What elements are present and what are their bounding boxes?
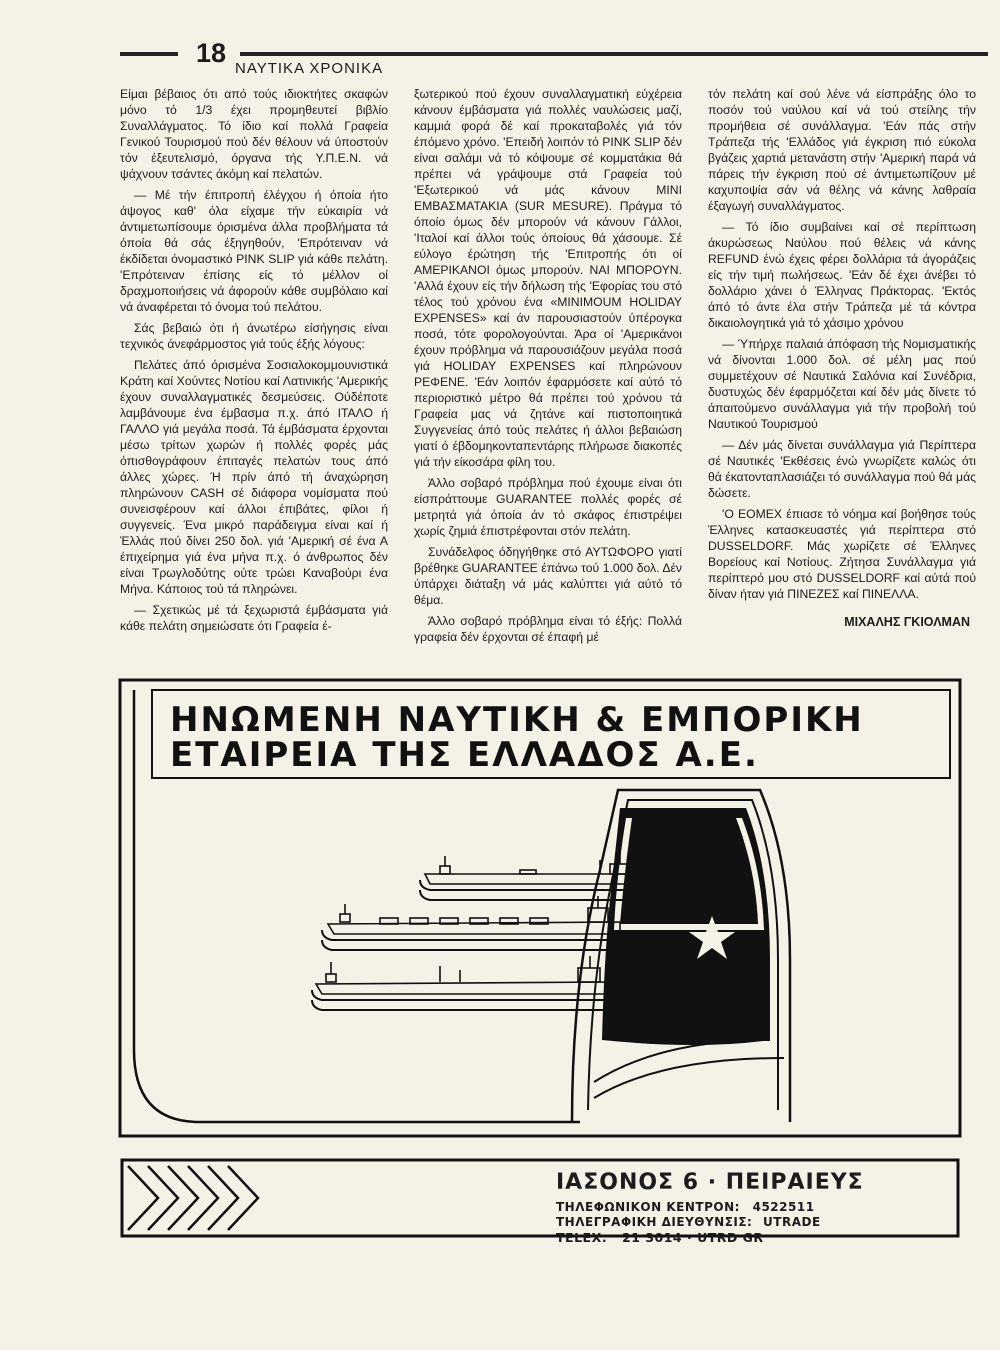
ad-telegraph-label: ΤΗΛΕΓΡΑΦΙΚΗ ΔΙΕΥΘΥΝΣΙΣ: <box>556 1215 753 1229</box>
paragraph: Σάς βεβαιώ ότι ή άνωτέρω είσήγησις είναι τεχνικός άνεφάρμοστος γιά τούς έξής λόγους: <box>120 321 388 351</box>
ad-phone-line <box>556 1200 815 1214</box>
ad-telegraph-value: UTRADE <box>763 1215 821 1229</box>
funnel-top <box>620 818 758 924</box>
ad-telex-line <box>556 1230 763 1245</box>
paragraph: Συνάδελφος όδηγήθηκε στό ΑΥΤΩΦΟΡΟ γιατί βρέθηκε GUARANTEE έπάνω τού 1.000 δολ. Δέν ύπάρχει διάταξη νά μάς καλύπτει γιά αύτό τό θέμα. <box>414 545 682 607</box>
publication-title: ΝΑΥΤΙΚΑ ΧΡΟΝΙΚΑ <box>235 60 384 77</box>
tanker-ship-icon <box>425 850 640 884</box>
ad-company-name-line1: ΗΝΩΜΕΝΗ ΝΑΥΤΙΚΗ & ΕΜΠΟΡΙΚΗ <box>170 700 864 740</box>
author-signature: ΜΙΧΑΛΗΣ ΓΚΙΟΛΜΑΝ <box>844 615 970 629</box>
ad-phone-value: 4522511 <box>752 1200 815 1214</box>
paragraph: τόν πελάτη καί σού λένε νά είσπράξης όλο το ποσόν τού ναύλου καί νά τού στείλης τήν προμήθεια σέ συνάλλαγμα. 'Εάν πάς στήν Τράπεζα τής 'Ελλάδος γιά έγκριση πιό εύκολα βγάζεις χαρτιά μετανάστη στήν 'Αμερική παρά νά πάρεις τήν έγκριση πού σέ άντιμετωπίζουν μέ καχυποψία σάν νά θέλης νά κάνης λαθραία έξαγωγή συναλλάγματος. <box>708 87 976 213</box>
paragraph: — Δέν μάς δίνεται συνάλλαγμα γιά Περίπτερα σέ Ναυτικές 'Εκθέσεις ένώ γνωρίζετε καλώς ότι θά έκατονταπλασιάζει τό συνάλλαγμα πού θά μάς δώσετε. <box>708 438 976 500</box>
ship-lanes <box>312 880 640 1010</box>
ad-address: ΙΑΣΟΝΟΣ 6 · ΠΕΙΡΑΙΕΥΣ <box>556 1170 864 1195</box>
paragraph: ξωτερικού πού έχουν συναλλαγματική εύχέρεια κάνουν έμβάσματα γιά πολλές ναυλώσεις μαζί, καμμιά φορά δέ καί προκαταβολές γιά τόν έπόμενο χρόνο. 'Επειδή λοιπόν τό PINK SLIP δέν είναι σαλάμι νά τό κόψουμε σέ κομματάκια θά πρέπει νά γράψουμε στά Γραφεία τού 'Εξωτερικού νά μάς κάνουν ΜΙΝΙ ΕΜΒΑΣΜΑΤΑΚΙΑ (SUR MESURE). Πράγμα τό όποίο όμως δέν μπορούν νά κάνουν Γάλλοι, 'Ιταλοί καί άλλοι τούς όποίους θά χάσουμε. Σέ εύλογο έρώτηση τής 'Επιτροπής ότι οί ΑΜΕΡΙΚΑΝΟΙ όμως μπορούν. ΝΑΙ ΜΠΟΡΟΥΝ. 'Αλλά έχουν είς τήν δήλωση τής 'Εφορίας του στό τέλος τού χρόνου ένα «MINIMOUM HOLIDAY EXPENSES» καί άν παρουσιαστούν ύπέρογκα ποσά, τότε φορολογούνται. Άρα οί 'Αμερικάνοι έχουν πρόβλημα νά παρουσιάζουν μεγάλα ποσά γιά HOLIDAY EXPENSES καί πληρώνουν ΡΕΦΕΝΕ. 'Εάν λοιπόν έφαρμόσετε καί αύτό τό περιοριστικό μέτρο θά πρέπει τού χρόνου τά Γραφεία μας νά ζητάνε καί πιστοποιητικά Συγγενείας άπό τούς πελάτες ή άλλοι βεβαιώση γιατί ό έβδομηκονταπεντάρης πλήρωσε διακοπές γιά τήν είκοσάρα φίλη του. <box>414 87 682 469</box>
tanker-ship-icon <box>328 896 620 934</box>
paragraph: Άλλο σοβαρό πρόβλημα είναι τό έξής: Πολλά γραφεία δέν έρχονται σέ έπαφή μέ <box>414 614 682 644</box>
paragraph: — Σχετικώς μέ τά ξεχωριστά έμβάσματα γιά κάθε πελάτη σημειώσατε ότι Γραφεία έ- <box>120 603 388 633</box>
ad-telegraph-line <box>556 1215 821 1229</box>
ad-telex-value: 21 3014 · UTRD GR <box>622 1230 764 1245</box>
paragraph: Πελάτες άπό όρισμένα Σοσιαλοκομμουνιστικά Κράτη καί Χούντες Νοτίου καί Λατινικής 'Αμερικής έχουν συναλλαγματικές δεσμεύσεις. Ούδέποτε λαμβάνουμε ένα έμβασμα π.χ. άπό ΙΤΑΛΟ ή ΓΑΛΛΟ γιά μεγάλα ποσά. Τά έμβάσματα έρχονται μέσω τρίτων χωρών ή πολλές φορές μάς όπισθογράφουν έπιταγές πελατών τους άπό άλλες χώρες. Ή πρίν άπό τή άναχώρηση πληρώνουν CASH σέ διάφορα νομίσματα πού συνεισφέρουν καί άλλοι έπιβάτες, φίλοι ή συγγενείς. Ένα μικρό παράδειγμα είναι καί ή Έλλάς πού δίνει 250 δολ. γιά 'Αμερική σέ ένα Α έπιχείρημα γιά ένα μήνα π.χ. ό άνθρωπος δέν είναι Τρωγλοδύτης ούτε τρώει Καναβούρι ένα Μήνα. Κάποιος τού τά πληρώνει. <box>120 358 388 596</box>
wave-line <box>594 1040 770 1082</box>
tanker-ship-icon <box>316 956 610 994</box>
page-number: 18 <box>196 38 227 68</box>
ad-telex-label: TELEX: <box>556 1230 608 1245</box>
chevron-arrows-icon <box>128 1166 258 1230</box>
paragraph: Είμαι βέβαιος ότι από τούς ιδιοκτήτες σκαφών μόνο τό 1/3 έχει προμηθευτεί βιβλίο Συναλλάγματος. Τό ίδιο καί πολλά Γραφεία Γενικού Τουρισμού πού δέν θέλουν νά ύποστούν τόν έξευτελισμό, όργανα τής Υ.Π.Ε.Ν. νά ψάχνουν τσάντες άκόμη καί πελατών. <box>120 87 388 181</box>
wave-line <box>594 1058 784 1098</box>
paragraph: 'Ο ΕΟΜΕΧ έπιασε τό νόημα καί βοήθησε τούς Έλληνες κατασκευαστές γιά περίπτερα στό DUSSELDORF. Μάς χωρίζετε σέ Έλληνες Βορείους καί Νοτίους. Ζήτησα Συνάλλαγμα γιά περίπτερό μου στό DUSSELDORF καί αύτά πού δίναν ήταν γιά ΠΙΝΕΖΕΣ καί ΠΙΝΕΛΛΑ. <box>708 507 976 601</box>
paragraph: Άλλο σοβαρό πρόβλημα πού έχουμε είναι ότι είσπράττουμε GUARANTEE πολλές φορές σέ μετρητά γιά όποία άν τό σκάφος έπιστρέψει χωρίς ζημιά έπιστρέφονται στόν πελάτη. <box>414 476 682 538</box>
paragraph: — Ύπήρχε παλαιά άπόφαση τής Νομισματικής νά δίνονται 1.000 δολ. σέ μέλη μας πού συμμετέχουν σέ Ναυτικά Σαλόνια καί Συνέδρια, δυστυχώς δέν έφαρμόζεται καί δέν μάς δίνετε τό άπαιτούμενο συνάλλαγμα γιά τήν προβολή τού Ναυτικού Τουρισμού <box>708 337 976 431</box>
ad-company-name-line2: ΕΤΑΙΡΕΙΑ ΤΗΣ ΕΛΛΑΔΟΣ Α.Ε. <box>170 735 759 775</box>
paragraph: — Μέ τήν έπιτροπή έλέγχου ή όποία ήτο άψογος καθ' όλα είχαμε τήν εύκαιρία νά άντιμετωπίσουμε όρισμένα άλλα προβλήματα τά όποία θά σάς έξηγηθούν, 'Επρότειναν νά έκδίδεται όνομαστικό PINK SLIP γιά κάθε πελάτη. 'Επρότειναν έπίσης είς τό μέλλον οί δραχμοποιήσεις νά άφορούν κάθε συμβόλαιο καί νά άναφέρεται τό όνομα τού πελάτου. <box>120 188 388 314</box>
paragraph: — Τό ίδιο συμβαίνει καί σέ περίπτωση άκυρώσεως Ναύλου πού θέλεις νά κάνης REFUND ένώ έχεις φέρει δολλάρια τά άγοράζεις είς τήν τιμή πωλήσεως. 'Εάν δέ έχει άνέβει τό δολλάριο χάνει ό Έλληνας Πράκτορας. 'Εκτός άπό τό άντε έλα στήν Τράπεζα μέ τά κόντρα δικαιολογητικά γιά τό χάσιμο χρόνου <box>708 220 976 330</box>
ad-phone-label: ΤΗΛΕΦΩΝΙΚΟΝ ΚΕΝΤΡΟΝ: <box>556 1200 740 1214</box>
